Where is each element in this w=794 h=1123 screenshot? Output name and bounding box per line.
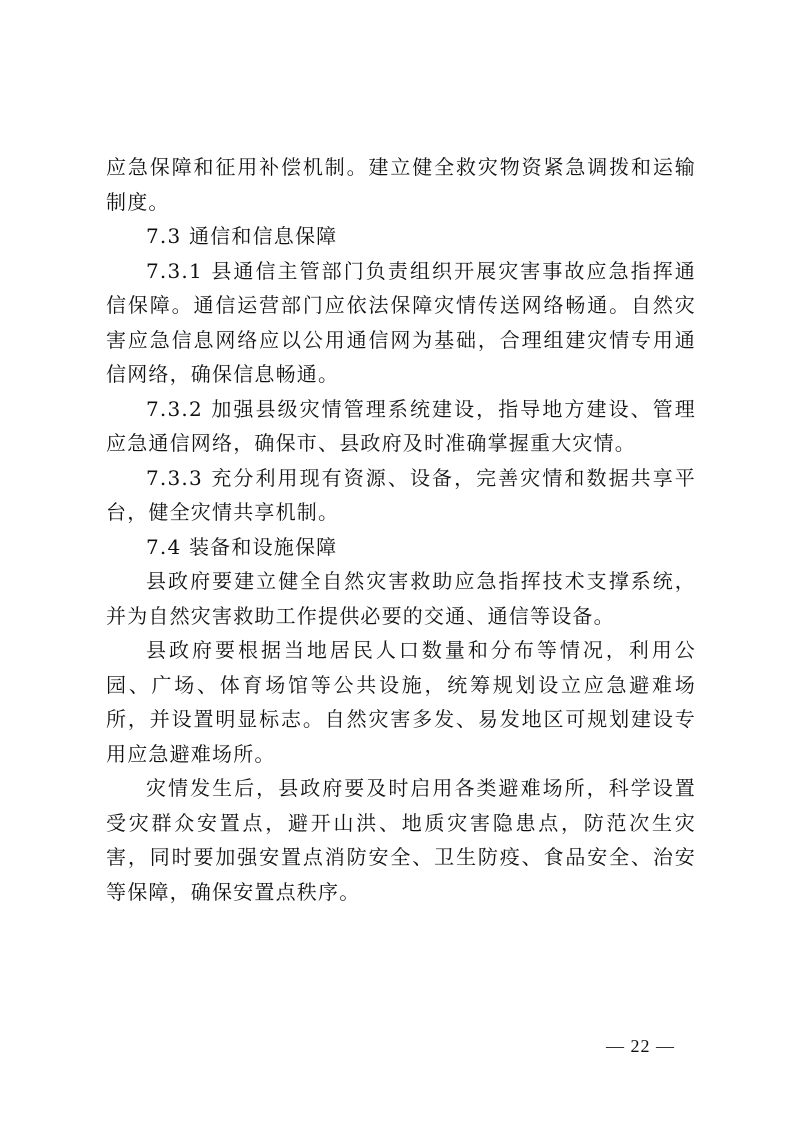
paragraph-7-3-3: 7.3.3 充分利用现有资源、设备，完善灾情和数据共享平台，健全灾情共享机制。 [106, 465, 696, 524]
body-text [106, 150, 696, 909]
paragraph-continuation: 应急保障和征用补偿机制。建立健全救灾物资紧急调拨和运输制度。 [106, 155, 696, 214]
paragraph-7-4-a: 县政府要建立健全自然灾害救助应急指挥技术支撑系统，并为自然灾害救助工作提供必要的交通、通信等设备。 [106, 569, 696, 628]
section-heading-7-4: 7.4 装备和设施保障 [146, 534, 338, 559]
paragraph-7-4-b: 县政府要根据当地居民人口数量和分布等情况，利用公园、广场、体育场馆等公共设施，统筹规划设立应急避难场所，并设置明显标志。自然灾害多发、易发地区可规划建设专用应急避难场所。 [106, 638, 696, 766]
paragraph-7-3-1: 7.3.1 县通信主管部门负责组织开展灾害事故应急指挥通信保障。通信运营部门应依法保障灾情传送网络畅通。自然灾害应急信息网络应以公用通信网为基础，合理组建灾情专用通信网络，确保信息畅通。 [106, 258, 696, 386]
section-heading-7-3: 7.3 通信和信息保障 [146, 224, 338, 248]
paragraph-7-4-c: 灾情发生后，县政府要及时启用各类避难场所，科学设置受灾群众安置点，避开山洪、地质灾害隐患点，防范次生灾害，同时要加强安置点消防安全、卫生防疫、食品安全、治安等保障，确保安置点秩序。 [106, 776, 696, 904]
page-number: — 22 — [606, 1036, 675, 1056]
paragraph-7-3-2: 7.3.2 加强县级灾情管理系统建设，指导地方建设、管理应急通信网络，确保市、县政府及时准确掌握重大灾情。 [106, 396, 696, 455]
